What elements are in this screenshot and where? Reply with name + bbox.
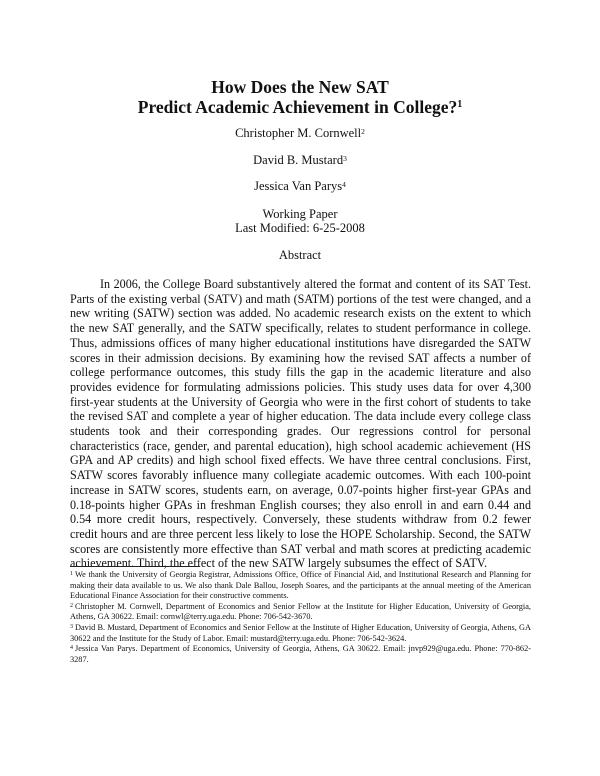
- last-modified: Last Modified: 6-25-2008: [235, 221, 365, 235]
- footnote-4: $^4$ Jessica Van Parys. Department of Economics, University of Georgia, Athens, GA 30622. Email: jnvp929@uga.edu. Phone: 770-862-3287.: [70, 644, 531, 664]
- author-3: Jessica Van Parys$^4$: [254, 179, 346, 193]
- abstract-heading: Abstract: [278, 248, 322, 262]
- paper-status: Working Paper: [262, 207, 338, 221]
- author-2: David B. Mustard$^3$: [253, 153, 347, 167]
- footnotes: [70, 570, 531, 665]
- footnote-3: $^3$ David B. Mustard, Department of Economics and Senior Fellow at the Institute of Higher Education, University of Georgia, Athens, GA 30622 and the Institute for the Study of Labor. Email: mustard@terry.uga.edu. Phone: 706-542-3624.: [70, 622, 531, 643]
- paper-title-line-2: Predict Academic Achievement in College?$^1$: [137, 97, 463, 117]
- footnote-2: $^2$ Christopher M. Cornwell, Department of Economics and Senior Fellow at the Institute for Higher Education, University of Georgia, Athens, GA 30622. Email: cornwl@terry.uga.edu. Phone: 706-542-3670.: [70, 601, 531, 622]
- footnote-divider: [70, 566, 200, 567]
- author-1: Christopher M. Cornwell$^2$: [235, 126, 365, 140]
- footnote-1: $^1$ We thank the University of Georgia Registrar, Admissions Office, Office of Financial Aid, and Institutional Research and Planning for making their data available to us. We also thank Dale Ballou, Joseph Soares, and the participants at the annual meeting of the American Educational Finance Association for their constructive comments.: [70, 570, 531, 601]
- abstract-text: In 2006, the College Board substantively altered the format and content of its SAT Test. Parts of the existing verbal (SATV) and math (SATM) portions of the test were changed, and a new writing (SATW) section was added. No academic research exists on the extent to which the new SAT generally, and the SATW specifically, relates to student performance in college. Thus, admissions offices of many higher educational institutions have disregarded the SATW scores in their admission decisions. By examining how the revised SAT affects a number of college performance outcomes, this study fills the gap in the academic literature and also provides evidence for formulating admissions policies. This study uses data for over 4,300 first-year students at the University of Georgia who were in the first cohort of students to take the revised SAT and complete a year of higher education. The data include every college class students took and their corresponding grades. Our regressions control for personal characteristics (race, gender, and parental education), high school academic achievement (HS GPA and AP credits) and high school fixed effects. We have three central conclusions. First, SATW scores favorably influence many collegiate academic outcomes. With each 100-point increase in SATW scores, students earn, on average, 0.07-points higher first-year GPAs and 0.18-points higher GPAs in freshman English courses; they also enroll in and earn 0.44 and 0.54 more credit hours, respectively. Conversely, these students withdraw from 0.2 fewer credit hours and are three percent less likely to lose the HOPE Scholarship. Second, the SATW scores are consistently more effective than SAT verbal and math scores at predicting academic achievement. Third, the effect of the new SATW largely subsumes the effect of SATV.: [70, 277, 531, 571]
- paper-title-line-1: How Does the New SAT: [211, 77, 389, 97]
- title-footnote-mark: 1: [457, 99, 463, 110]
